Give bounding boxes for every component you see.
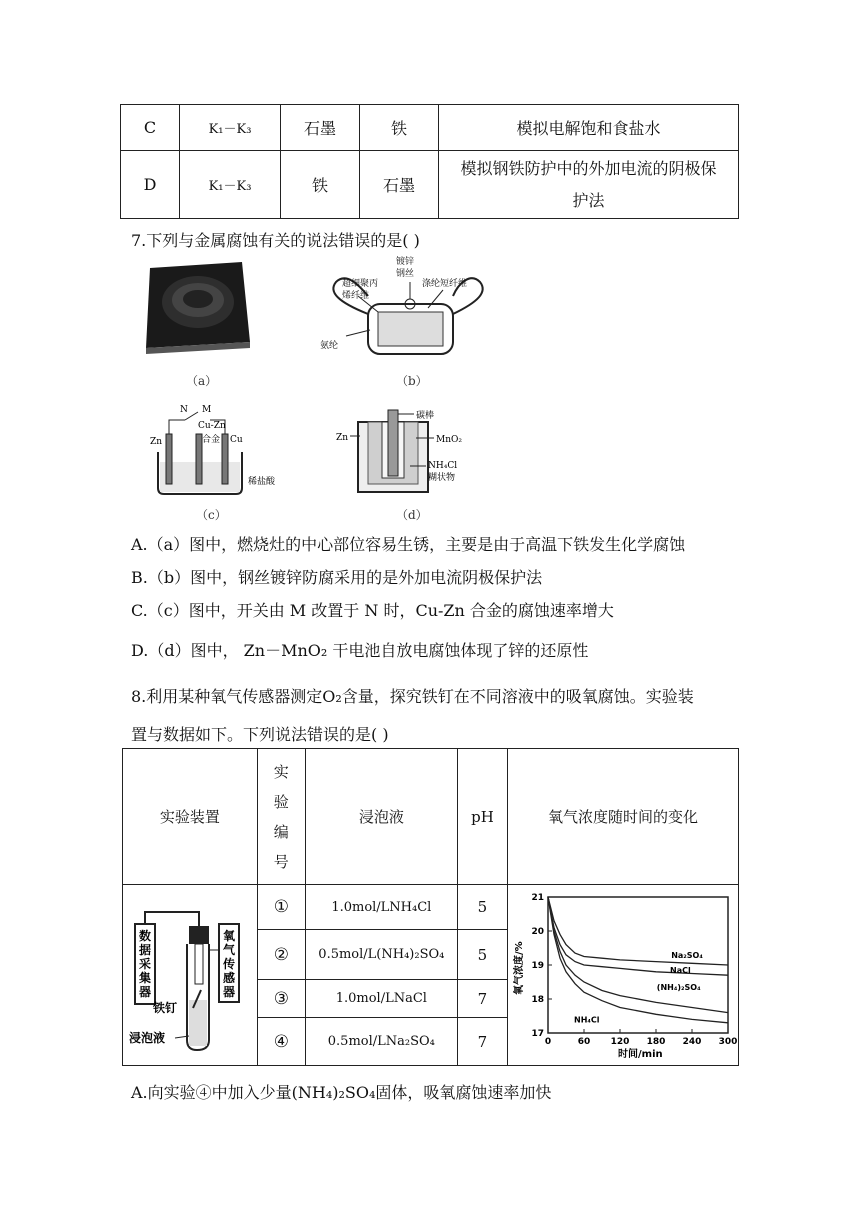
sensor-char-3: 传 [222,957,235,971]
x-tick-label-5: 300 [718,1037,738,1047]
fig-d-label-paste: 糊状物 [428,473,456,483]
fig-c-label-n: N [180,405,188,415]
q8-stem-line1: 8.利用某种氧气传感器测定O₂含量，探究铁钉在不同溶液中的吸氧腐蚀。实验装 [131,687,694,706]
header-number-char-3: 编 [273,822,289,841]
fig-b-label-4: 烯纤维 [342,291,370,301]
q7-option-d: D.（d）图中， Zn－MnO₂ 干电池自放电腐蚀体现了锌的还原性 [131,641,589,660]
row-c-switch: K₁－K₃ [180,105,281,151]
sensor-char-1: 氧 [222,929,235,943]
fig-c-label-zn: Zn [150,437,163,447]
header-ph: pH [457,749,507,885]
row-1-ph: 5 [457,885,507,930]
fig-c-caption: （c） [196,508,227,522]
x-tick-label-2: 120 [610,1037,630,1047]
fig-b-label-6: 氨纶 [320,341,339,351]
q7-option-a: A.（a）图中，燃烧灶的中心部位容易生锈，主要是由于高温下铁发生化学腐蚀 [131,535,686,554]
collector-char-2: 据 [138,943,151,957]
header-number-char-1: 实 [273,762,289,781]
q7-option-c: C.（c）图中，开关由 M 改置于 N 时，Cu-Zn 合金的腐蚀速率增大 [131,601,614,620]
series-label-1: NaCl [670,966,691,976]
x-tick-label-0: 0 [544,1037,552,1047]
header-solution: 浸泡液 [305,749,457,885]
fig-c-label-m: M [202,405,212,415]
chart-frame [548,897,728,1033]
y-tick-label-3: 20 [531,927,544,937]
collector-char-4: 集 [138,971,151,985]
fig-d-label-mno2: MnO₂ [436,435,462,445]
beaker-c-figure [140,400,285,500]
row-3-solution: 1.0mol/LNaCl [305,980,457,1018]
sensor-char-5: 器 [222,985,235,999]
sensor-char-4: 感 [222,971,235,985]
chart-xlabel: 时间/min [618,1049,663,1060]
x-tick-label-4: 240 [682,1037,702,1047]
row-4-no: ④ [257,1018,305,1066]
row-c-electrode2: 铁 [360,105,439,151]
series-label-0: Na₂SO₄ [671,950,703,960]
series-line-3 [548,897,728,1023]
header-change: 氧气浓度随时间的变化 [508,749,739,885]
y-tick-label-0: 17 [531,1029,544,1039]
series-label-2: (NH₄)₂SO₄ [656,983,701,993]
fig-c-label-acid: 稀盐酸 [248,477,276,487]
y-tick-label-4: 21 [531,893,544,903]
header-number [257,749,305,885]
apparatus-figure [125,890,255,1060]
fig-d-label-zn: Zn [336,433,349,443]
fig-b-label-1: 镀锌 [396,257,415,267]
experiment-table [122,748,739,1066]
x-tick-label-3: 180 [646,1037,666,1047]
fig-d-caption: （d） [396,508,428,522]
row-d-purpose [439,151,739,219]
q7-stem: 7.下列与金属腐蚀有关的说法错误的是( ) [131,231,420,250]
row-c-electrode1: 石墨 [281,105,360,151]
oxygen-chart [508,887,738,1063]
fig-d-label-rod: 碳棒 [416,411,435,421]
header-number-char-4: 号 [273,852,289,871]
row-2-ph: 5 [457,930,507,980]
q7-option-b: B.（b）图中，钢丝镀锌防腐采用的是外加电流阴极保护法 [131,568,543,587]
fig-a-caption: （a） [186,374,218,388]
y-tick-label-1: 18 [531,995,544,1005]
fig-b-caption: （b） [396,374,428,388]
fig-d-label-nh4cl: NH₄Cl [428,461,458,471]
nail-label: 铁钉 [152,1001,177,1015]
row-d-purpose-line2: 护法 [572,190,605,210]
row-1-no: ① [257,885,305,930]
row-d-purpose-line1: 模拟钢铁防护中的外加电流的阴极保 [460,158,717,178]
liquid-label: 浸泡液 [128,1031,165,1045]
fig-c-label-cu: Cu [230,435,243,445]
x-tick-label-1: 60 [577,1037,591,1047]
stove-figure [138,256,263,356]
y-tick-label-2: 19 [531,961,544,971]
collector-char-3: 采 [138,957,151,971]
row-4-ph: 7 [457,1018,507,1066]
row-2-solution: 0.5mol/L(NH₄)₂SO₄ [305,930,457,980]
fig-b-label-2: 钢丝 [396,269,415,279]
row-d-switch: K₁－K₃ [180,151,281,219]
fig-b-label-5: 涤纶短纤维 [422,279,468,289]
header-number-char-2: 验 [273,792,289,811]
chart-cell [508,885,739,1066]
fig-c-label-cuzn: Cu-Zn [198,421,226,431]
chart-ylabel: 氧气浓度/% [514,941,525,995]
row-c-label: C [121,105,180,151]
mask-figure [318,252,498,360]
row-d-label: D [121,151,180,219]
collector-char-5: 器 [138,985,151,999]
row-3-no: ③ [257,980,305,1018]
row-c-purpose: 模拟电解饱和食盐水 [439,105,739,151]
row-2-no: ② [257,930,305,980]
row-d-electrode2: 石墨 [360,151,439,219]
row-1-solution: 1.0mol/LNH₄Cl [305,885,457,930]
row-4-solution: 0.5mol/LNa₂SO₄ [305,1018,457,1066]
row-d-electrode1: 铁 [281,151,360,219]
collector-char-1: 数 [138,929,151,943]
sensor-char-2: 气 [222,943,235,957]
row-3-ph: 7 [457,980,507,1018]
apparatus-cell [123,885,258,1066]
series-label-3: NH₄Cl [574,1015,600,1025]
dry-cell-figure [330,400,480,500]
q8-option-a: A.向实验④中加入少量(NH₄)₂SO₄固体，吸氧腐蚀速率加快 [131,1083,552,1102]
option-table [120,104,739,219]
fig-c-label-alloy: 合金 [202,435,221,445]
q8-stem-line2: 置与数据如下。下列说法错误的是( ) [131,725,389,744]
header-apparatus: 实验装置 [123,749,258,885]
fig-b-label-3: 超细聚丙 [342,279,379,289]
